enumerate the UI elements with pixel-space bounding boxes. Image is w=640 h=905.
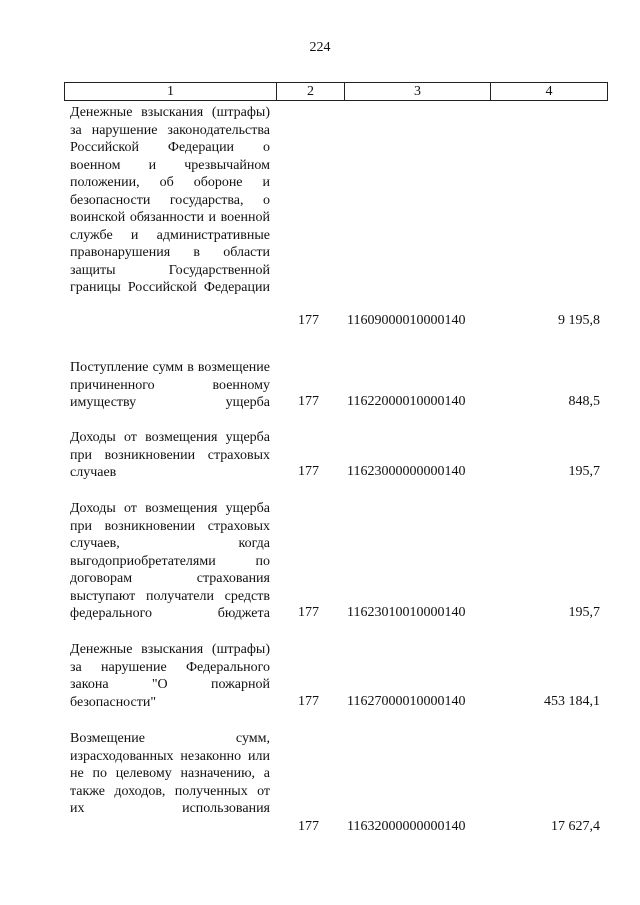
page-number: 224 — [309, 40, 331, 55]
row-kbk-code: 11623000000000140 — [347, 464, 466, 479]
row-admin-code: 177 — [298, 464, 319, 479]
row-admin-code: 177 — [298, 313, 319, 328]
row-kbk-code: 11622000010000140 — [347, 394, 466, 409]
row-admin-code: 177 — [298, 819, 319, 834]
row-description: Возмещение сумм, израсходованных незаконно или не по целевому назначению, а также доходов, полученных от их использования — [70, 731, 270, 816]
row-kbk-code: 11609000010000140 — [347, 313, 466, 328]
row-admin-code: 177 — [298, 394, 319, 409]
row-amount: 9 195,8 — [558, 313, 600, 328]
row-kbk-code: 11623010010000140 — [347, 605, 466, 620]
row-amount: 17 627,4 — [551, 819, 600, 834]
row-admin-code: 177 — [298, 605, 319, 620]
row-description: Денежные взыскания (штрафы) за нарушение законодательства Российской Федерации о военном и чрезвычайном положении, об обороне и безопасности государства, о воинской обязанности и военной службе и административные правонарушения в области защиты Государственной границы Российской Федерации — [70, 105, 270, 295]
row-description: Поступление сумм в возмещение причиненного военному имуществу ущерба — [70, 360, 270, 410]
row-description: Доходы от возмещения ущерба при возникновении страховых случаев — [70, 430, 270, 480]
table-header — [64, 82, 608, 101]
row-kbk-code: 11632000000000140 — [347, 819, 466, 834]
row-amount: 195,7 — [568, 605, 600, 620]
row-amount: 848,5 — [568, 394, 600, 409]
row-description: Доходы от возмещения ущерба при возникновении страховых случаев, когда выгодоприобретателями по договорам страхования выступают получатели средств федерального бюджета — [70, 501, 270, 621]
column-header-3: 3 — [345, 83, 491, 100]
column-header-2: 2 — [277, 83, 345, 100]
row-amount: 453 184,1 — [544, 694, 600, 709]
column-header-4: 4 — [545, 84, 553, 99]
row-amount: 195,7 — [568, 464, 600, 479]
column-header-1: 1 — [65, 83, 277, 100]
row-description: Денежные взыскания (штрафы) за нарушение Федерального закона "О пожарной безопасности" — [70, 642, 270, 710]
row-kbk-code: 11627000010000140 — [347, 694, 466, 709]
row-admin-code: 177 — [298, 694, 319, 709]
